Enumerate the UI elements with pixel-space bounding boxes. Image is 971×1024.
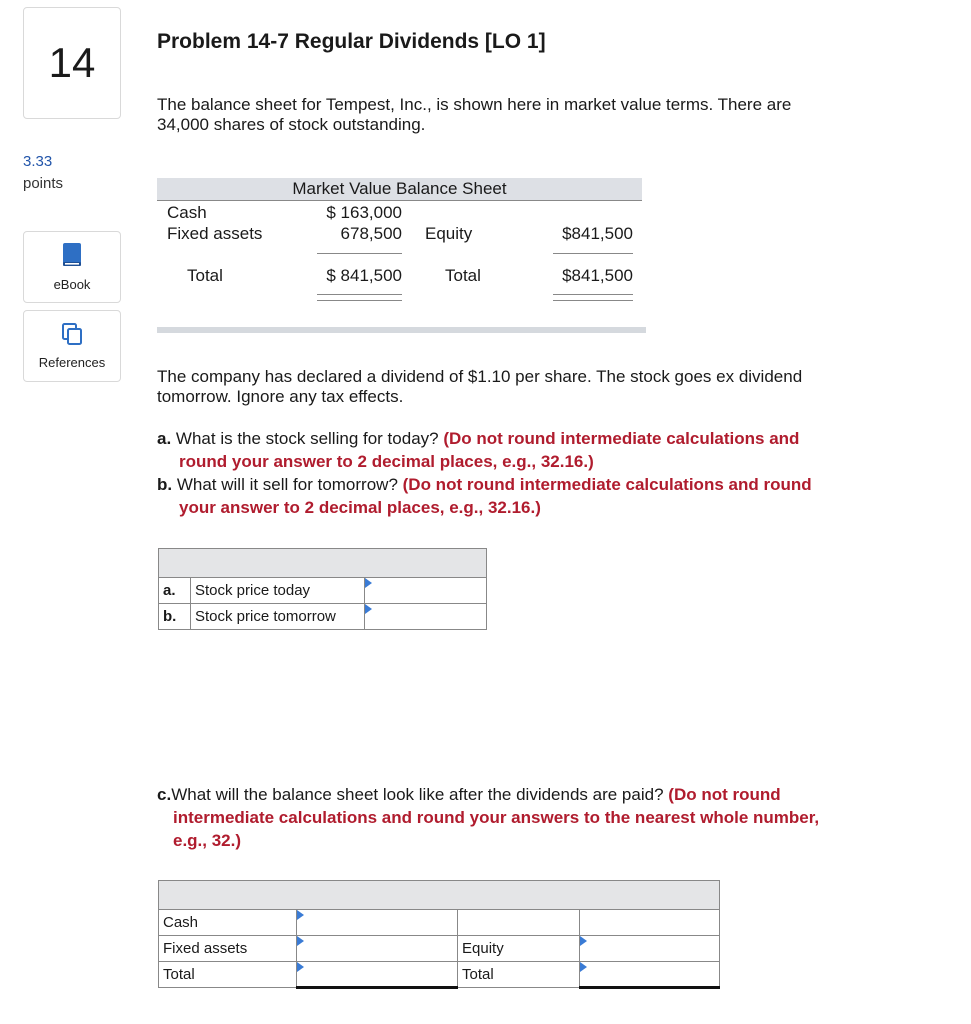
bs-total-label-right: Total (445, 266, 481, 285)
bs-rule-assets (317, 253, 402, 254)
input-marker-icon (365, 604, 372, 614)
stock-price-today-input[interactable] (369, 579, 482, 603)
bs-total-right: $841,500 (562, 266, 633, 285)
table-row (159, 604, 487, 630)
row-b-label: Stock price tomorrow (191, 604, 365, 630)
c-cash-label: Cash (159, 910, 297, 936)
bs-cash-label: Cash (167, 203, 207, 222)
c-empty-label-1 (458, 910, 580, 936)
table-row (159, 910, 720, 936)
bs-rule-equity (553, 253, 633, 254)
c-equity-label: Equity (458, 936, 580, 962)
bs-double-rule-assets-1 (317, 294, 402, 295)
bs-total-label: Total (187, 266, 223, 285)
bs-double-rule-equity-2 (553, 300, 633, 301)
copy-icon (61, 322, 83, 355)
input-marker-icon (297, 936, 304, 946)
c-fixed-cell (297, 936, 458, 962)
table-row (159, 962, 720, 988)
input-marker-icon (365, 578, 372, 588)
ebook-label: eBook (53, 277, 91, 292)
bs-equity-label: Equity (425, 224, 473, 243)
references-button[interactable] (23, 310, 121, 382)
row-a-letter: a. (159, 578, 191, 604)
points-label: points (23, 175, 64, 192)
question-c: c.What will the balance sheet look like after the dividends are paid? (Do not round intermediate calculations and round your answers to the nearest whole number, e.g., 32.) (157, 785, 820, 850)
c-equity-cell (580, 936, 720, 962)
bs-fixed-label: Fixed assets (167, 224, 263, 243)
input-marker-icon (297, 962, 304, 972)
bs-double-rule-equity-1 (553, 294, 633, 295)
problem-title: Problem 14-7 Regular Dividends [LO 1] (157, 30, 546, 53)
answer-table-c-header (159, 881, 720, 910)
c-cash-cell (297, 910, 458, 936)
c-total-cell (297, 962, 458, 988)
table-row (159, 578, 487, 604)
c-equity-input[interactable] (584, 937, 715, 961)
bs-fixed-value: 678,500 (340, 224, 402, 243)
answer-table-ab-header (159, 549, 487, 578)
c-total-right-label: Total (458, 962, 580, 988)
c-total-right-input[interactable] (584, 962, 715, 986)
c-total-input[interactable] (301, 962, 453, 986)
input-marker-icon (297, 910, 304, 920)
c-fixed-input[interactable] (301, 937, 453, 961)
book-icon (61, 242, 83, 277)
ebook-button[interactable] (23, 231, 121, 303)
bs-total-assets: $ 841,500 (326, 266, 402, 285)
answer-table-c (158, 880, 720, 989)
row-a-label: Stock price today (191, 578, 365, 604)
question-number: 14 (23, 7, 121, 119)
section-divider (157, 327, 646, 333)
points-value: 3.33 (23, 153, 53, 170)
c-total-right-cell (580, 962, 720, 988)
bs-cash-value: $ 163,000 (326, 203, 402, 222)
balance-sheet-title: Market Value Balance Sheet (157, 178, 642, 201)
bs-double-rule-assets-2 (317, 300, 402, 301)
stock-price-tomorrow-cell (365, 604, 487, 630)
c-fixed-label: Fixed assets (159, 936, 297, 962)
row-b-letter: b. (159, 604, 191, 630)
dividend-text: The company has declared a dividend of $1.10 per share. The stock goes ex dividend tomorrow. Ignore any tax effects. (157, 367, 803, 406)
c-empty-cell-1 (580, 910, 720, 936)
input-marker-icon (580, 962, 587, 972)
bs-equity-value: $841,500 (562, 224, 633, 243)
question-b: b. What will it sell for tomorrow? (Do not round intermediate calculations and round your answer to 2 decimal places, e.g., 32.16.) (157, 475, 812, 517)
input-marker-icon (580, 936, 587, 946)
intro-text: The balance sheet for Tempest, Inc., is shown here in market value terms. There are 34,000 shares of stock outstanding. (157, 95, 792, 134)
c-cash-input[interactable] (301, 911, 453, 935)
question-a: a. What is the stock selling for today? (Do not round intermediate calculations and round your answer to 2 decimal places, e.g., 32.16.) (157, 429, 800, 471)
c-total-label: Total (159, 962, 297, 988)
table-row (159, 936, 720, 962)
stock-price-tomorrow-input[interactable] (369, 605, 482, 629)
answer-table-ab (158, 548, 487, 630)
references-label: References (38, 355, 106, 370)
stock-price-today-cell (365, 578, 487, 604)
